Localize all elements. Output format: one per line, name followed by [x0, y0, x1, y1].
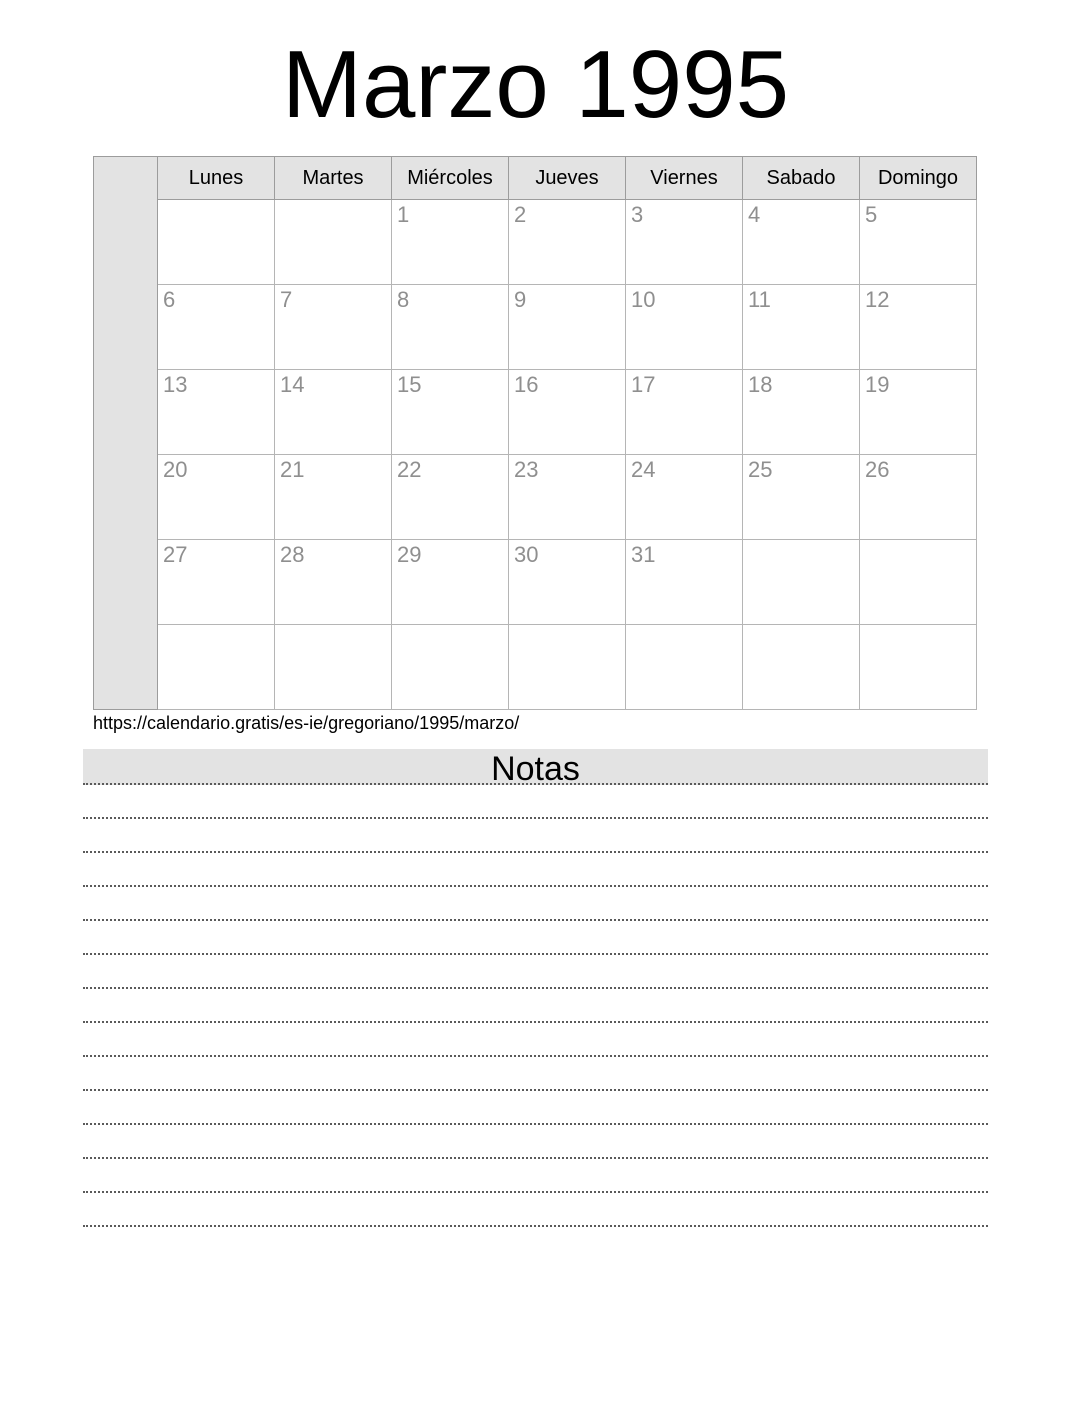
note-line [83, 819, 988, 853]
calendar-day-cell: 18 [743, 370, 860, 455]
week-row [94, 200, 977, 285]
week-row [94, 625, 977, 710]
note-line [83, 1091, 988, 1125]
calendar-day-cell: 12 [860, 285, 977, 370]
calendar-day-cell: 29 [392, 540, 509, 625]
calendar-day-cell [743, 540, 860, 625]
calendar-day-cell [860, 540, 977, 625]
day-header-domingo: Domingo [860, 157, 977, 200]
calendar-day-cell [626, 625, 743, 710]
calendar-day-cell: 5 [860, 200, 977, 285]
calendar-day-cell: 23 [509, 455, 626, 540]
source-url: https://calendario.gratis/es-ie/gregoriano/1995/marzo/ [93, 713, 520, 734]
calendar-day-cell: 27 [158, 540, 275, 625]
calendar-day-cell [743, 625, 860, 710]
note-line [83, 887, 988, 921]
calendar-header-row [94, 157, 977, 200]
calendar-day-cell: 31 [626, 540, 743, 625]
notes-header: Notas [83, 749, 988, 785]
calendar-day-cell: 19 [860, 370, 977, 455]
calendar-day-cell: 13 [158, 370, 275, 455]
day-header-martes: Martes [275, 157, 392, 200]
notes-lines [83, 785, 988, 1227]
day-header-viernes: Viernes [626, 157, 743, 200]
calendar-day-cell: 20 [158, 455, 275, 540]
calendar-day-cell: 4 [743, 200, 860, 285]
calendar-day-cell: 11 [743, 285, 860, 370]
calendar-day-cell: 10 [626, 285, 743, 370]
notes-section [83, 749, 988, 1227]
calendar-day-cell [860, 625, 977, 710]
calendar-day-cell: 2 [509, 200, 626, 285]
calendar-day-cell: 9 [509, 285, 626, 370]
calendar-day-cell [509, 625, 626, 710]
note-line [83, 1023, 988, 1057]
note-line [83, 1057, 988, 1091]
note-line [83, 1159, 988, 1193]
calendar-day-cell: 7 [275, 285, 392, 370]
calendar-day-cell: 25 [743, 455, 860, 540]
week-row [94, 540, 977, 625]
calendar-day-cell: 3 [626, 200, 743, 285]
calendar-day-cell [158, 200, 275, 285]
calendar-table [93, 156, 977, 710]
day-header-lunes: Lunes [158, 157, 275, 200]
calendar-day-cell: 6 [158, 285, 275, 370]
calendar-day-cell: 14 [275, 370, 392, 455]
week-row [94, 455, 977, 540]
note-line [83, 785, 988, 819]
calendar-day-cell: 21 [275, 455, 392, 540]
note-line [83, 921, 988, 955]
day-header-miercoles: Miércoles [392, 157, 509, 200]
note-line [83, 1193, 988, 1227]
note-line [83, 853, 988, 887]
calendar-day-cell [392, 625, 509, 710]
calendar-day-cell [275, 200, 392, 285]
week-row [94, 370, 977, 455]
calendar-day-cell: 24 [626, 455, 743, 540]
day-header-jueves: Jueves [509, 157, 626, 200]
calendar-day-cell: 22 [392, 455, 509, 540]
calendar-day-cell: 8 [392, 285, 509, 370]
calendar-day-cell: 16 [509, 370, 626, 455]
note-line [83, 989, 988, 1023]
calendar-day-cell: 26 [860, 455, 977, 540]
calendar-day-cell: 15 [392, 370, 509, 455]
note-line [83, 1125, 988, 1159]
note-line [83, 955, 988, 989]
calendar-day-cell: 17 [626, 370, 743, 455]
calendar-day-cell: 28 [275, 540, 392, 625]
calendar-left-gutter [94, 157, 158, 710]
day-header-sabado: Sabado [743, 157, 860, 200]
calendar-day-cell: 1 [392, 200, 509, 285]
page-title: Marzo 1995 [282, 31, 789, 138]
calendar-day-cell: 30 [509, 540, 626, 625]
calendar-day-cell [158, 625, 275, 710]
week-row [94, 285, 977, 370]
calendar-day-cell [275, 625, 392, 710]
